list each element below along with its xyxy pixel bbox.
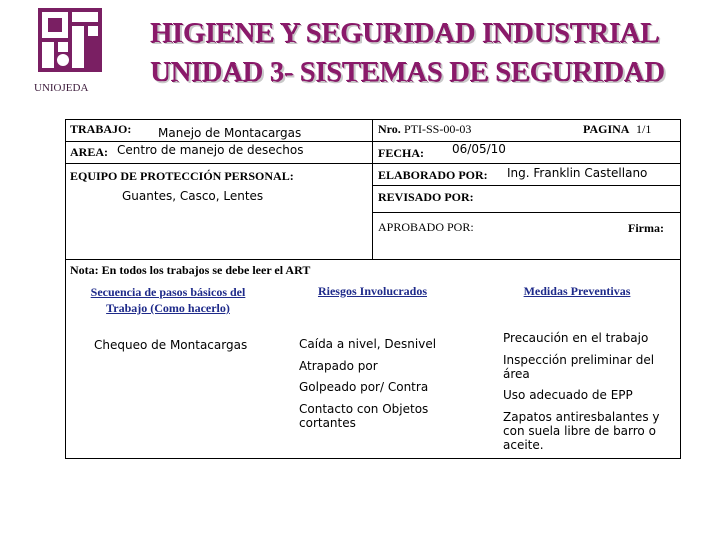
row-line-2 — [65, 163, 681, 164]
pagina-value: 1/1 — [636, 122, 652, 136]
row-line-4 — [372, 212, 681, 213]
header-divider-vertical — [372, 119, 373, 259]
row-line-1 — [65, 141, 681, 142]
secuencia-header: Secuencia de pasos básicos del Trabajo (Como hacerlo) — [90, 285, 246, 315]
riesgo-item: Atrapado por — [299, 359, 378, 373]
fecha-value: 06/05/10 — [452, 142, 506, 156]
firma-label: Firma: — [628, 221, 664, 235]
row-line-5 — [65, 259, 681, 260]
nro-value: PTI-SS-00-03 — [404, 122, 472, 136]
elaborado-label: ELABORADO POR: — [378, 168, 488, 182]
trabajo-label: TRABAJO: — [70, 122, 132, 136]
page-title: HIGIENE Y SEGURIDAD INDUSTRIAL — [150, 17, 659, 49]
riesgo-item: Golpeado por/ Contra — [299, 380, 429, 394]
nro-label: Nro. — [378, 122, 401, 136]
medida-item: Uso adecuado de EPP — [503, 388, 633, 402]
row-line-3 — [372, 185, 681, 186]
riesgo-item: Caída a nivel, Desnivel — [299, 337, 437, 351]
area-value: Centro de manejo de desechos — [117, 143, 304, 157]
logo-text: UNIOJEDA — [34, 82, 89, 94]
uniojeda-logo — [38, 8, 102, 72]
revisado-label: REVISADO POR: — [378, 190, 474, 204]
elaborado-value: Ing. Franklin Castellano — [507, 166, 648, 180]
area-label: AREA: — [70, 145, 108, 159]
page-subtitle: UNIDAD 3- SISTEMAS DE SEGURIDAD — [150, 56, 665, 88]
epp-value: Guantes, Casco, Lentes — [122, 189, 264, 203]
secuencia-item: Chequeo de Montacargas — [94, 338, 248, 352]
riesgo-item: Contacto con Objetos cortantes — [299, 402, 429, 430]
medida-item: Precaución en el trabajo — [503, 331, 649, 345]
medida-item: Inspección preliminar del área — [503, 353, 655, 381]
aprobado-label: APROBADO POR: — [378, 220, 474, 234]
fecha-label: FECHA: — [378, 146, 424, 160]
pagina-label: PAGINA — [583, 122, 630, 136]
medidas-header: Medidas Preventivas — [523, 284, 631, 298]
trabajo-value: Manejo de Montacargas — [158, 126, 302, 140]
nota-text: Nota: En todos los trabajos se debe leer el ART — [70, 263, 311, 277]
medida-item: Zapatos antiresbalantes y con suela libre de barro o aceite. — [503, 410, 660, 452]
epp-label: EQUIPO DE PROTECCIÓN PERSONAL: — [70, 169, 294, 183]
riesgos-header: Riesgos Involucrados — [317, 284, 427, 298]
